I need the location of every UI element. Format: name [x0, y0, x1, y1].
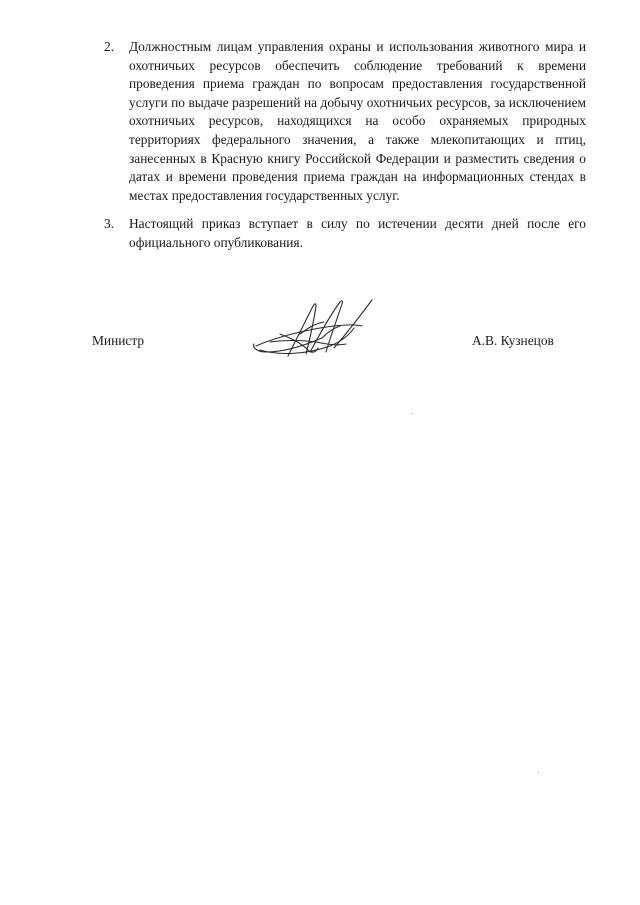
- clause-text: Должностным лицам управления охраны и использования животного мира и охотничьих ресурсов обеспечить соблюдение требований к времени проведения приема граждан по вопросам предоставления государственной услуги по выдаче разрешений на добычу охотничьих ресурсов, за исключением охотничьих ресурсов, находящихся на особо охраняемых природных территориях федерального значения, а также млекопитающих и птиц, занесенных в Красную книгу Российской Федерации и разместить сведения о датах и времени проведения приема граждан на информационных стендах в местах предоставления государственных услуг.: [129, 39, 586, 203]
- clause-3: [104, 215, 586, 252]
- clause-text: Настоящий приказ вступает в силу по истечении десяти дней после его официального опубликования.: [129, 216, 586, 250]
- scan-speck: [412, 413, 413, 414]
- signatory-name: А.В. Кузнецов: [472, 333, 554, 348]
- clause-number: 2.: [104, 39, 115, 54]
- clause-number: 3.: [104, 216, 115, 231]
- clause-2: [104, 38, 586, 205]
- handwritten-signature: [250, 294, 382, 362]
- scan-speck: [538, 772, 539, 773]
- signatory-title: Министр: [92, 333, 145, 348]
